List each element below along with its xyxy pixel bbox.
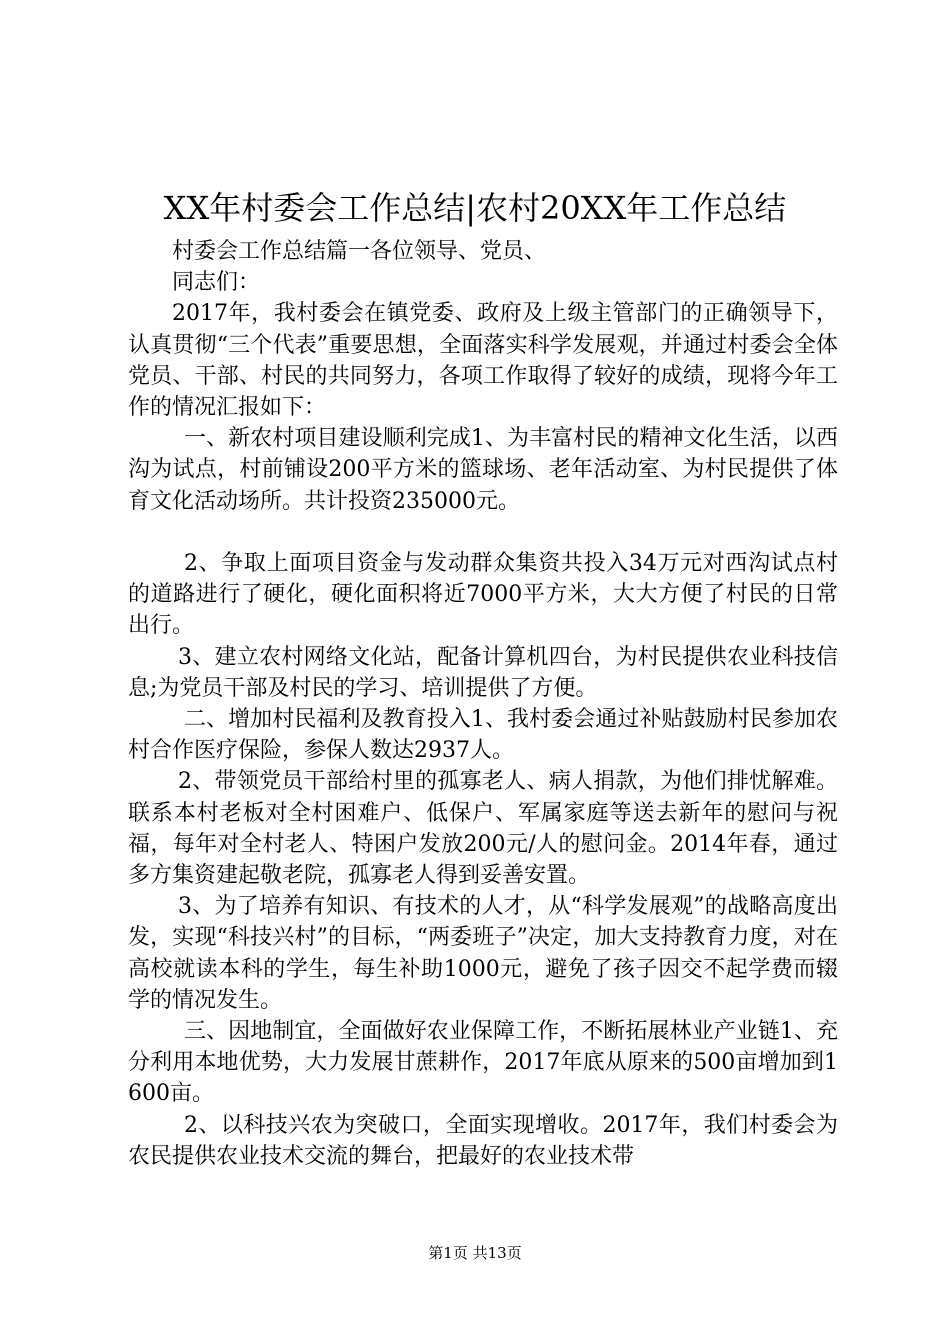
paragraph-item-1-3: 3、建立农村网络文化站，配备计算机四台，为村民提供农业科技信息;为党员干部及村民的学习、培训提供了方便。	[128, 644, 838, 701]
blank-line	[128, 517, 838, 548]
page-footer: 第1页 共13页	[428, 1244, 522, 1262]
paragraph-item-2-2: 2、带领党员干部给村里的孤寡老人、病人捐款，为他们排忧解难。联系本村老板对全村困难户、低保户、军属家庭等送去新年的慰问与祝福，每年对全村老人、特困户发放200元/人的慰问金。2014年春，通过多方集资建起敬老院，孤寡老人得到妥善安置。	[128, 769, 838, 889]
paragraph-greeting: 村委会工作总结篇一各位领导、党员、	[172, 239, 547, 264]
paragraph-intro: 2017年，我村委会在镇党委、政府及上级主管部门的正确领导下，认真贯彻“三个代表”重要思想，全面落实科学发展观，并通过村委会全体党员、干部、村民的共同努力，各项工作取得了较好的成绩，现将今年工作的情况汇报如下：	[128, 301, 838, 421]
paragraph-item-3-2: 2、以科技兴农为突破口，全面实现增收。2017年，我们村委会为农民提供农业技术交流的舞台，把最好的农业技术带	[128, 1112, 838, 1169]
paragraph-section-1: 一、新农村项目建设顺利完成1、为丰富村民的精神文化生活，以西沟为试点，村前铺设200平方米的篮球场、老年活动室、为村民提供了体育文化活动场所。共计投资235000元。	[128, 426, 838, 514]
paragraph-item-1-2: 2、争取上面项目资金与发动群众集资共投入34万元对西沟试点村的道路进行了硬化，硬化面积将近7000平方米，大大方便了村民的日常出行。	[128, 551, 838, 639]
paragraph-item-2-3: 3、为了培养有知识、有技术的人才，从“科学发展观”的战略高度出发，实现“科技兴村”的目标，“两委班子”决定，加大支持教育力度，对在高校就读本科的学生，每生补助1000元，避免了孩子因交不起学费而辍学的情况发生。	[128, 894, 838, 1013]
document-title: XX年村委会工作总结|农村20XX年工作总结	[163, 189, 787, 227]
document-body	[128, 236, 838, 1172]
paragraph-salutation: 同志们：	[172, 270, 261, 296]
paragraph-section-3: 三、因地制宜，全面做好农业保障工作，不断拓展林业产业链1、充分利用本地优势，大力发展甘蔗耕作，2017年底从原来的500亩增加到1600亩。	[128, 1019, 838, 1107]
paragraph-section-2: 二、增加村民福利及教育投入1、我村委会通过补贴鼓励村民参加农村合作医疗保险，参保人数达2937人。	[128, 707, 838, 764]
